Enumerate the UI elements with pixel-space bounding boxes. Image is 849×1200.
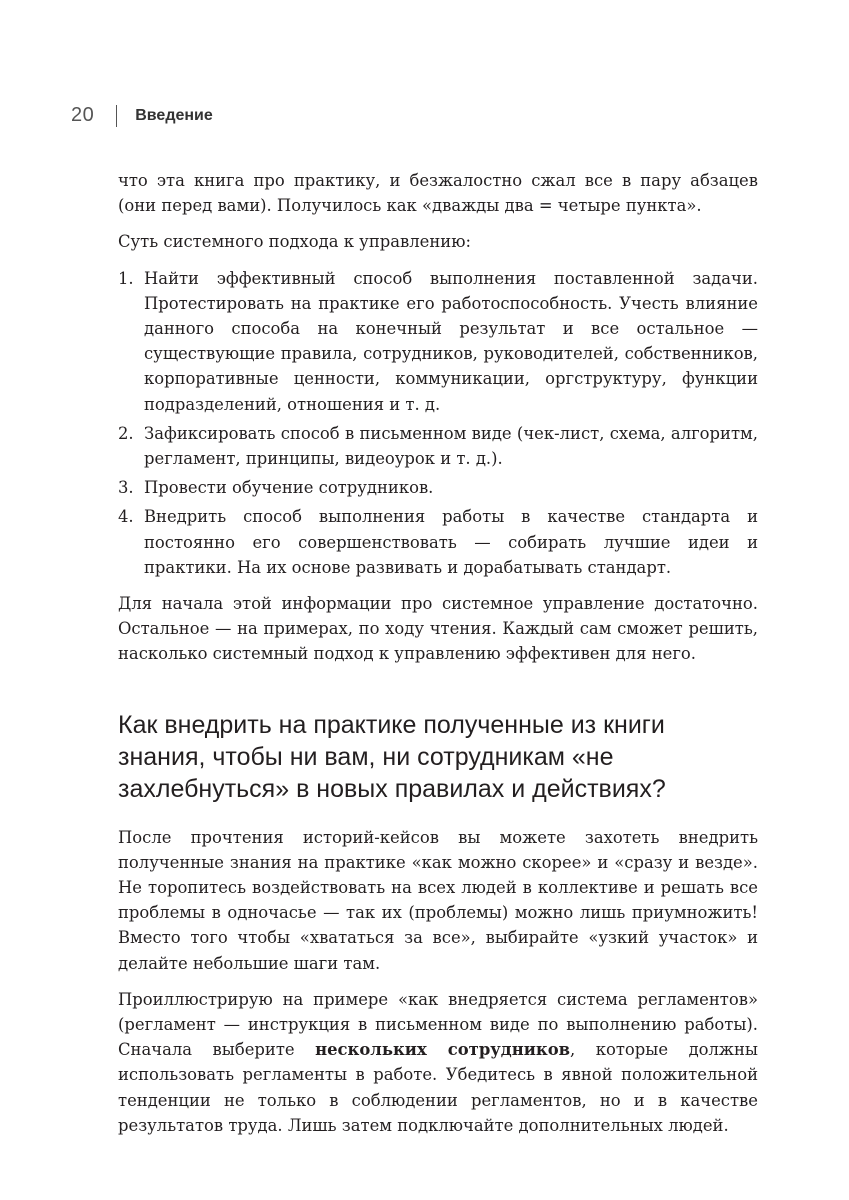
section-title: Введение <box>135 106 213 124</box>
list-item-text: Провести обучение сотрудников. <box>144 478 434 498</box>
list-item <box>118 504 758 580</box>
list-item-number: 1. <box>118 268 134 288</box>
example-paragraph <box>118 987 758 1138</box>
example-text-end: , которые должны использовать регламенты в работе. Убедитесь в явной положительной тенденции не только в соблюдении регламентов, но и в качестве результатов труда. Лишь затем подключайте дополнительных людей. <box>118 1040 758 1135</box>
section-heading: Как внедрить на практике полученные из книги знания, чтобы ни вам, ни сотрудникам «не захлебнуться» в новых правилах и действиях? <box>118 710 666 803</box>
example-text-start: Проиллюстрирую на примере «как внедряется система регламентов» (регламент — инструкция в письменном виде по выполнению работы). Сначала выберите <box>118 989 758 1060</box>
list-item-number: 4. <box>118 507 134 527</box>
list-lead-paragraph: Суть системного подхода к управлению: <box>118 232 471 252</box>
list-item-number: 2. <box>118 423 134 443</box>
list-item <box>118 266 758 417</box>
page-content <box>118 168 758 1149</box>
list-item-text: Зафиксировать способ в письменном виде (чек-лист, схема, алгоритм, регламент, принципы, видеоурок и т. д.). <box>144 423 758 469</box>
list-item <box>118 421 758 471</box>
page-number: 20 <box>71 104 95 126</box>
advice-paragraph: После прочтения историй-кейсов вы можете захотеть внедрить полученные знания на практике «как можно скорее» и «сразу и везде». Не торопитесь воздействовать на всех людей в коллективе и решать все проблемы в одночасье — так их (проблемы) можно лишь приумножить! Вместо того чтобы «хвататься за все», выбирайте «узкий участок» и делайте небольшие шаги там. <box>118 827 758 973</box>
list-item-number: 3. <box>118 478 134 498</box>
list-item-text: Найти эффективный способ выполнения поставленной задачи. Протестировать на практике его работоспособность. Учесть влияние данного способа на конечный результат и все остальное — существующие правила, сотрудников, руководителей, собственников, корпоративные ценности, коммуникации, оргструктуру, функции подразделений, отношения и т. д. <box>144 268 758 414</box>
emphasis-text: нескольких сотрудников <box>315 1040 571 1060</box>
intro-paragraph: что эта книга про практику, и безжалостно сжал все в пару абзацев (они перед вами). Получилось как «дважды два = четыре пункта». <box>118 171 758 216</box>
list-item <box>118 475 758 500</box>
header-divider <box>116 105 117 127</box>
running-head <box>71 104 213 127</box>
summary-paragraph: Для начала этой информации про системное управление достаточно. Остальное — на примерах, по ходу чтения. Каждый сам сможет решить, насколько системный подход к управлению эффективен для него. <box>118 594 758 664</box>
steps-list <box>118 266 758 580</box>
list-item-text: Внедрить способ выполнения работы в качестве стандарта и постоянно его совершенствовать — собирать лучшие идеи и практики. На их основе развивать и дорабатывать стандарт. <box>144 507 758 577</box>
